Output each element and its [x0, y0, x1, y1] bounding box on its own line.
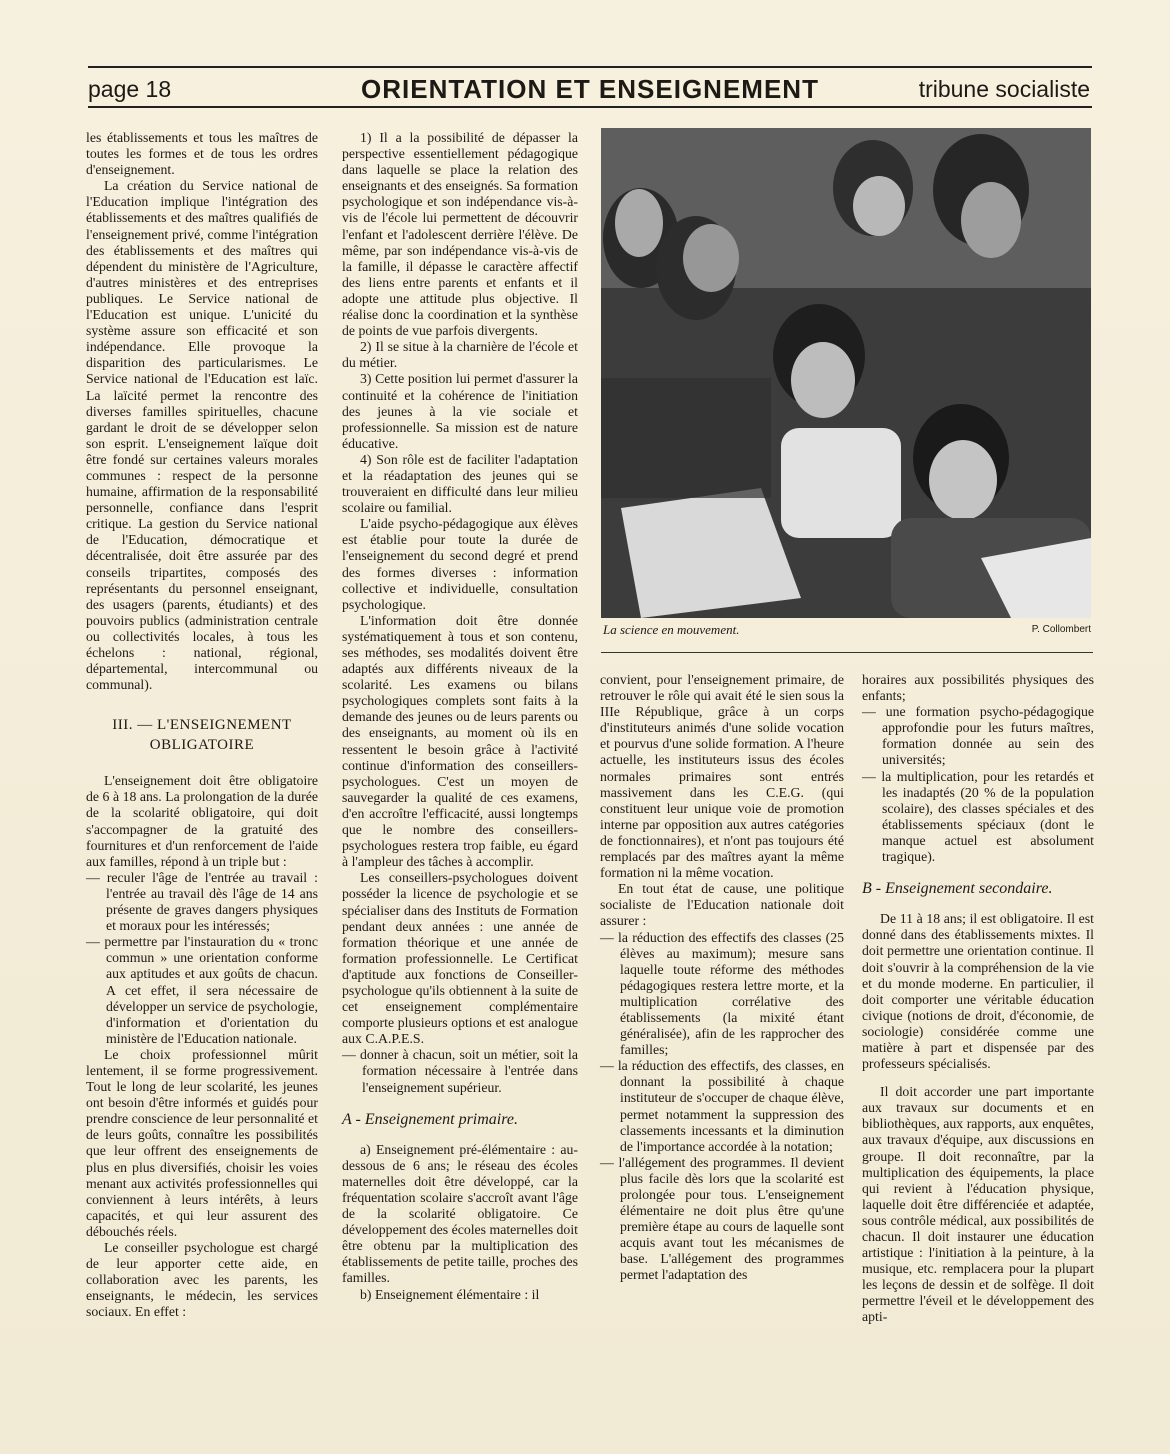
photo-credit: P. Collombert [1031, 624, 1091, 635]
section-title: ORIENTATION ET ENSEIGNEMENT [361, 74, 819, 104]
dash-item: — l'allégement des programmes. Il devient plus facile dès lors que la scolarité est prolongée pour tous. L'enseignement élémentaire ne doit plus être qu'une première étape au cours de laquelle sont acquis avant tout les mécanismes de base. L'allégement des programmes permet l'adaptation des [600, 1154, 844, 1283]
paragraph: les établissements et tous les maîtres de toutes les formes et de tous les ordres d'enseignement. [86, 130, 318, 178]
paragraph: Le choix professionnel mûrit lentement, il se forme progressivement. Tout le long de leur scolarité, les jeunes ont besoin d'être informés et guidés pour prendre conscience de leur personnalité et de leurs goûts, connaître les possibilités que leur offrent des enseignements de plus en plus diversifiés, choisir les voies menant aux activités professionnelles qui conviennent à leurs intérêts, à leurs capacités, et qui leur assurent des débouchés réels. [86, 1046, 318, 1239]
dash-item: — une formation psycho-pédagogique approfondie pour les futurs maîtres, formation donnée au sein des universités; [862, 704, 1094, 768]
paragraph: convient, pour l'enseignement primaire, de retrouver le rôle qui avait été le sien sous la IIIe République, grâce à un corps d'instituteurs animés d'une solide vocation et pourvus d'une solide formation. A l'heure actuelle, les instituteurs issus des écoles normales primaires sont entrés massivement dans les C.E.G. (qui constituent leur unique voie de promotion interne par opposition aux autres catégories de fonctionnaires), et n'ont pas toujours été remplacés par des maîtres ayant la même formation ni la même vocation. [600, 672, 844, 881]
page-number: page 18 [88, 76, 172, 102]
photo-illustration [601, 128, 1091, 618]
paragraph: L'aide psycho-pédagogique aux élèves est établie pour toute la durée de l'enseignement du second degré et prend des formes diverses : information collective et individuelle, consultation psychologique. [342, 516, 578, 612]
paragraph: Il doit accorder une part importante aux travaux sur documents et en bibliothèques, aux rapports, aux enquêtes, aux travaux d'équipe, aux discussions en groupe. Il doit reconnaître, par la multiplication des équipements, la place qui revient à l'éducation physique, laquelle doit être différenciée et adaptée, sous contrôle médical, aux possibilités de chacun. Il doit instaurer une éducation artistique : l'initiation à la peinture, à la musique, etc. remplacera pour la plupart les leçons de dessin et de solfège. Il doit permettre l'éveil et le développement des apti- [862, 1084, 1094, 1325]
paragraph: a) Enseignement pré-élémentaire : au-dessous de 6 ans; le réseau des écoles maternelles doit être développé, car la fréquentation scolaire s'accroît avant l'âge de la scolarité obligatoire. Ce développement des écoles maternelles doit être obtenu par la multiplication des établissements de petite taille, proches des familles. [342, 1141, 578, 1286]
caption-text: La science en mouvement. [603, 622, 740, 637]
divider [601, 652, 1093, 653]
dash-item: — donner à chacun, soit un métier, soit la formation nécessaire à l'entrée dans l'enseignement supérieur. [342, 1047, 578, 1095]
paragraph: horaires aux possibilités physiques des enfants; [862, 672, 1094, 704]
dash-item: — reculer l'âge de l'entrée au travail : l'entrée au travail dès l'âge de 14 ans présente de graves dangers physiques et moraux pour les intéressés; [86, 869, 318, 934]
paragraph: Le conseiller psychologue est chargé de leur apporter cette aide, en collaboration avec les parents, les enseignants, le médecin, les services sociaux. En effet : [86, 1240, 318, 1320]
paragraph: La création du Service national de l'Education implique l'intégration des établissements et des maîtres qualifiés de l'enseignement privé, comme l'intégration des établissements et des maîtres qui dépendent du ministère de l'Agriculture, d'autres ministères et des entreprises publiques. Le Service national de l'Education est unique. L'unicité du système assure son efficacité et son indépendance. Elle provoque la disparition des particularismes. Le Service national de l'Education est laïc. La laïcité permet la rencontre des diverses familles spirituelles, chacune gardant le droit de se développer selon son esprit. L'enseignement laïque doit être fondé sur certaines valeurs morales communes : respect de la personne humaine, affirmation de la responsabilité personnelle, confiance dans l'esprit critique. La gestion du Service national de l'Education, démocratique et décentralisée, doit être assurée par des conseils tripartites, composés des représentants du personnel enseignant, des usagers (parents, étudiants) et des pouvoirs publics (administration centrale ou collectivités locales, à tous les échelons : national, régional, départemental, intercommunal ou communal). [86, 178, 318, 693]
paragraph: 1) Il a la possibilité de dépasser la perspective essentiellement pédagogique dans laquelle se place la relation des enseignants et des enseignés. Sa formation psychologique et son indépendance vis-à-vis de l'école lui permettent de découvrir l'enfant et l'adolescent derrière l'élève. De même, par son indépendance vis-à-vis de la famille, il dépasse le caractère affectif des liens entre parents et enfants et il adopte une attitude plus objective. Il réalise donc la coordination et la synthèse de points de vue parfois divergents. [342, 130, 578, 339]
dash-item: — la réduction des effectifs des classes (25 élèves au maximum); mesure sans laquelle toute réforme des méthodes pédagogiques restera lettre morte, et la multiplication corrélative des établissements (la mixité étant généralisée), afin de les rapprocher des familles; [600, 929, 844, 1058]
paragraph: De 11 à 18 ans; il est obligatoire. Il est donné dans des établissements mixtes. Il doit permettre une orientation continue. Il doit s'ouvrir à la compréhension de la vie et du monde moderne. En particulier, il doit comporter une véritable éducation civique (notions de droit, d'économie, de sociologie) considérée comme une matière à part et dispensée par des professeurs spécialisés. [862, 911, 1094, 1072]
paragraph: 2) Il se situe à la charnière de l'école et du métier. [342, 339, 578, 371]
paragraph: b) Enseignement élémentaire : il [360, 1286, 540, 1302]
column-4 [862, 672, 1094, 1326]
dash-item: — la multiplication, pour les retardés et les inadaptés (20 % de la population scolaire), des classes spéciales et des établissements spéciaux (dont le manque actuel est absolument tragique). [862, 768, 1094, 865]
paragraph: 4) Son rôle est de faciliter l'adaptation et la réadaptation des jeunes qui se trouveraient en difficulté dans leur milieu scolaire ou familial. [342, 451, 578, 516]
column-3 [600, 672, 844, 1284]
paragraph: 3) Cette position lui permet d'assurer la continuité et la cohérence de l'initiation des jeunes à la vie sociale et professionnelle. Sa mission est de nature éducative. [342, 371, 578, 451]
section-heading: A - Enseignement primaire. [342, 1110, 518, 1128]
dash-item: — la réduction des effectifs, des classes, en donnant la possibilité à chaque instituteur de s'occuper de chaque élève, permet notamment la suppression des classements incessants et la diminution de l'importance accordée à la notation; [600, 1058, 844, 1154]
dash-item: — permettre par l'instauration du « tronc commun » une orientation conforme aux aptitudes et aux goûts de chacun. A cet effet, il sera nécessaire de développer un service de psychologie, d'information et d'orientation du ministère de l'Education nationale. [86, 934, 318, 1046]
column-1 [86, 130, 318, 1320]
section-heading: III. — L'ENSEIGNEMENT OBLIGATOIRE [112, 717, 292, 754]
section-heading: B - Enseignement secondaire. [862, 880, 1053, 898]
article-photo [601, 128, 1091, 618]
paragraph: L'enseignement doit être obligatoire de 6 à 18 ans. La prolongation de la durée de la scolarité obligatoire, qui doit s'accompagner de la gratuité des fournitures et d'un renforcement de l'aide aux familles, répond à un triple but : [86, 773, 318, 869]
page-header [88, 66, 1092, 108]
column-2 [342, 130, 578, 1303]
photo-caption [603, 622, 1091, 638]
paragraph: L'information doit être donnée systématiquement à tous et son contenu, ses méthodes, ses modalités doivent être adaptés aux différents niveaux de la scolarité. Les examens ou bilans psychologiques complets sont faits à la demande des jeunes ou de leurs parents ou des enseignants, au moment où ils en ressentent le besoin grâce à l'activité continue d'information des conseillers-psychologues. C'est un moyen de sauvegarder la qualité de ces examens, d'en accroître l'efficacité, aussi longtemps que le nombre des conseillers-psychologues restera trop faible, eu égard à l'ampleur des tâches à accomplir. [342, 612, 578, 870]
publication-name: tribune socialiste [918, 76, 1090, 102]
paragraph: Les conseillers-psychologues doivent posséder la licence de psychologie et se spécialiser dans des Instituts de Formation pendant deux années : une année de formation théorique et une année de formation professionnelle. Le Certificat d'aptitude aux fonctions de Conseiller-psychologue qu'ils obtiennent à la suite de cet enseignement complémentaire comporte plusieurs options et est analogue aux C.A.P.E.S. [342, 870, 578, 1047]
paragraph: En tout état de cause, une politique socialiste de l'Education nationale doit assurer : [600, 881, 844, 929]
